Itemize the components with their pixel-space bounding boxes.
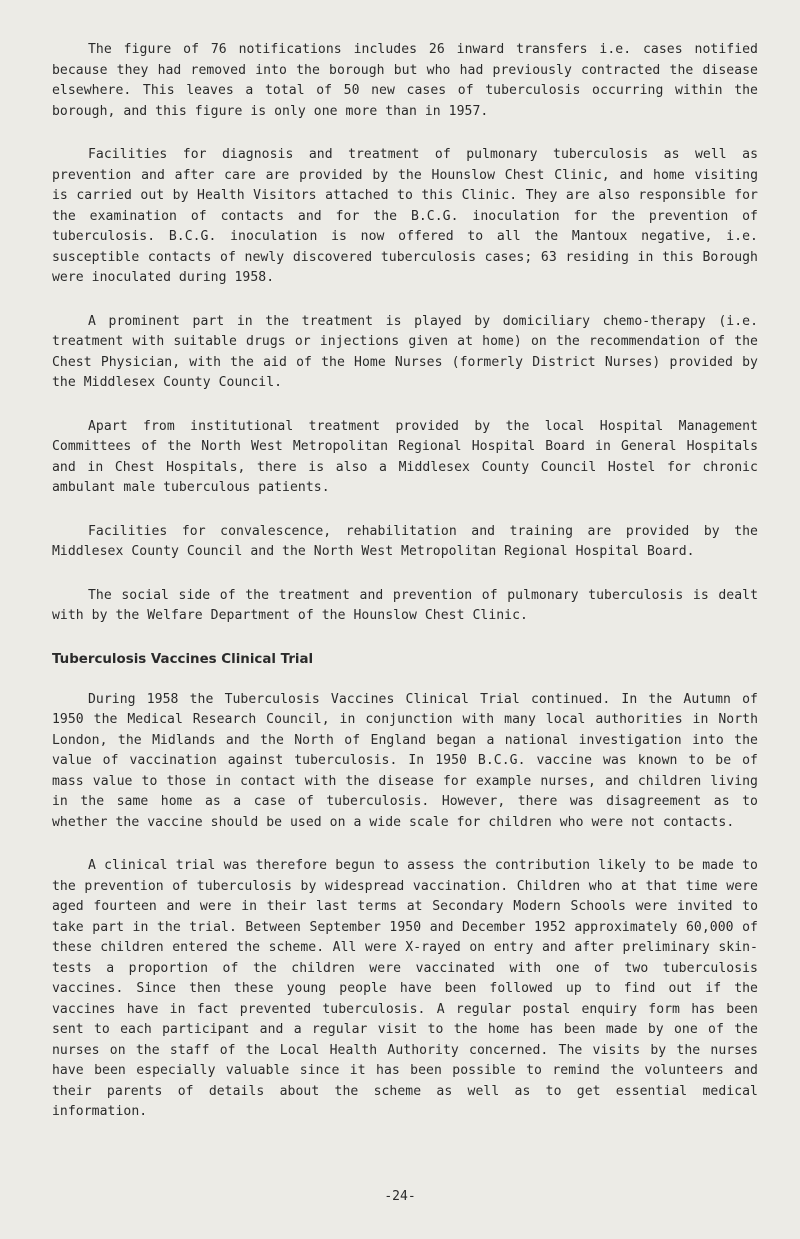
- page-content: [52, 40, 758, 1146]
- paragraph-notifications: The figure of 76 notifications includes 26 inward transfers i.e. cases notified because they had removed into the borough but who had previously contracted the disease elsewhere. This leaves a total of 50 new cases of tuberculosis occurring within the borough, and this figure is only one more than in 1957.: [52, 42, 758, 119]
- section-heading: Tuberculosis Vaccines Clinical Trial: [52, 651, 314, 667]
- paragraph-vaccine-trial-history: During 1958 the Tuberculosis Vaccines Clinical Trial continued. In the Autumn of 1950 the Medical Research Council, in conjunction with many local authorities in North London, the Midlands and the North of England began a national investigation into the value of vaccination against tuberculosis. In 1950 B.C.G. vaccine was known to be of mass value to those in contact with the disease for example nurses, and children living in the same home as a case of tuberculosis. However, there was disagreement as to whether the vaccine should be used on a wide scale for children who were not contacts.: [52, 691, 758, 830]
- paragraph-domiciliary-treatment: A prominent part in the treatment is played by domiciliary chemo-therapy (i.e. treatment with suitable drugs or injections given at home) on the recommendation of the Chest Physician, with the aid of the Home Nurses (formerly District Nurses) provided by the Middlesex County Council.: [52, 313, 758, 390]
- paragraph-diagnosis-facilities: Facilities for diagnosis and treatment of pulmonary tuberculosis as well as prevention and after care are provided by the Hounslow Chest Clinic, and home visiting is carried out by Health Visitors attached to this Clinic. They are also responsible for the examination of contacts and for the B.C.G. inoculation for the prevention of tuberculosis. B.C.G. inoculation is now offered to all the Mantoux negative, i.e. susceptible contacts of newly discovered tuberculosis cases; 63 residing in this Borough were inoculated during 1958.: [52, 147, 758, 285]
- paragraph-convalescence: Facilities for convalescence, rehabilitation and training are provided by the Middlesex County Council and the North West Metropolitan Regional Hospital Board.: [52, 523, 758, 559]
- paragraph-social-side: The social side of the treatment and prevention of pulmonary tuberculosis is dealt with by the Welfare Department of the Hounslow Chest Clinic.: [52, 587, 758, 623]
- paragraph-clinical-trial: A clinical trial was therefore begun to assess the contribution likely to be made to the prevention of tuberculosis by widespread vaccination. Children who at that time were aged fourteen and were in their last terms at Secondary Modern Schools were invited to take part in the trial. Between September 1950 and December 1952 approximately 60,000 of these children entered the scheme. All were X-rayed on entry and after preliminary skin-tests a proportion of the children were vaccinated with one of two tuberculosis vaccines. Since then these young people have been followed up to find out if the vaccines have in fact prevented tuberculosis. A regular postal enquiry form has been sent to each participant and a regular visit to the home has been made by one of the nurses on the staff of the Local Health Authority concerned. The visits by the nurses have been especially valuable since it has been possible to remind the volunteers and their parents of details about the scheme as well as to get essential medical information.: [52, 858, 758, 1119]
- page-number: -24-: [384, 1189, 416, 1204]
- paragraph-institutional-treatment: Apart from institutional treatment provided by the local Hospital Management Committees of the North West Metropolitan Regional Hospital Board in General Hospitals and in Chest Hospitals, there is also a Middlesex County Council Hostel for chronic ambulant male tuberculous patients.: [52, 418, 758, 495]
